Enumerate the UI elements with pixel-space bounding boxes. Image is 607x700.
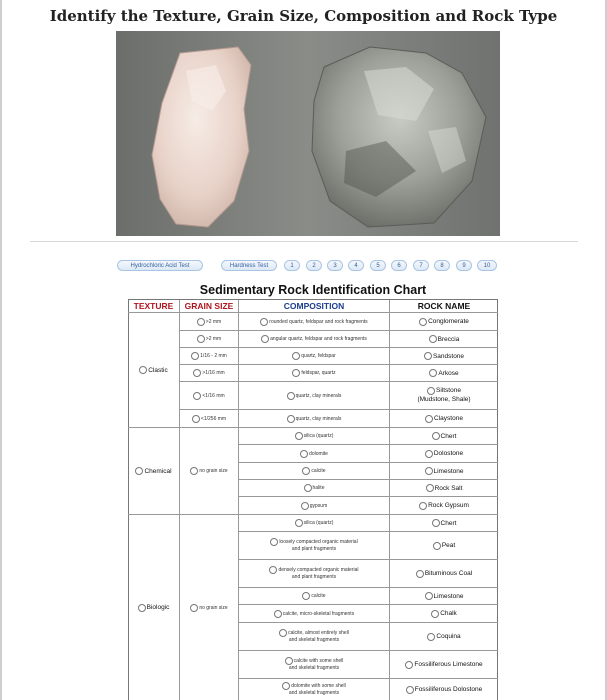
radio-icon[interactable] [416, 570, 424, 578]
radio-icon[interactable] [139, 366, 147, 374]
rock-name-option[interactable] [390, 445, 498, 462]
composition-option[interactable] [239, 313, 389, 330]
header-grain-size: GRAIN SIZE [184, 301, 234, 311]
texture-biologic[interactable] [128, 515, 179, 700]
radio-icon[interactable] [135, 467, 143, 475]
composition-label: angular quartz, feldspar and rock fragments [270, 336, 367, 342]
radio-icon[interactable] [287, 415, 295, 423]
radio-icon[interactable] [193, 392, 201, 400]
radio-icon[interactable] [427, 633, 435, 641]
composition-label: gypsum [309, 502, 328, 509]
radio-icon[interactable] [190, 467, 198, 475]
page-button-1[interactable]: 1 [284, 260, 300, 271]
grain-size-label: <1/16 mm [202, 392, 225, 399]
radio-icon[interactable] [432, 432, 440, 440]
radio-icon[interactable] [274, 610, 282, 618]
composition-label: and plant fragments [291, 546, 337, 553]
texture-biologic-label: Biologic [146, 604, 170, 611]
radio-icon[interactable] [301, 502, 309, 510]
rock-name-option[interactable] [390, 382, 498, 409]
composition-option[interactable] [239, 560, 389, 587]
radio-icon[interactable] [429, 369, 437, 377]
window-border-left [0, 0, 2, 700]
rock-name-label: Coquina [436, 633, 461, 640]
grain-size-label: no grain size [199, 604, 228, 611]
rock-name-option[interactable] [390, 651, 498, 678]
rock-name-label: Bituminous Coal [424, 570, 473, 577]
composition-label: calcite, micro-skeletal fragments [282, 610, 355, 617]
radio-icon[interactable] [405, 661, 413, 669]
rock-name-label: Siltstone [436, 386, 461, 394]
composition-label: silica (quartz) [303, 520, 334, 526]
radio-icon[interactable] [197, 318, 205, 326]
grain-size-option[interactable] [180, 365, 238, 381]
composition-option[interactable] [239, 497, 389, 514]
radio-icon[interactable] [292, 352, 300, 360]
composition-label: calcite with some shell [293, 657, 344, 664]
radio-icon[interactable] [292, 369, 300, 377]
chart-title: Sedimentary Rock Identification Chart [199, 283, 427, 297]
radio-icon[interactable] [282, 682, 290, 690]
rock-name-label: Sandstone [432, 352, 465, 360]
rock-name-option[interactable] [390, 560, 498, 587]
radio-icon[interactable] [424, 352, 432, 360]
radio-icon[interactable] [300, 450, 308, 458]
composition-label: loosely compacted organic material [279, 538, 358, 545]
composition-label: feldspar, quartz [301, 370, 336, 376]
rock-name-option[interactable] [390, 532, 498, 559]
rock-name-option[interactable] [390, 588, 498, 604]
page-button-7[interactable]: 7 [413, 260, 429, 271]
rock-name-option[interactable] [390, 463, 498, 479]
composition-label: quartz, clay minerals [295, 392, 342, 399]
composition-label: silica (quartz) [303, 433, 334, 439]
composition-label: calcite, almost entirely shell [288, 629, 349, 636]
page-button-9[interactable]: 9 [456, 260, 472, 271]
texture-clastic[interactable] [128, 313, 179, 427]
texture-clastic-label: Clastic [148, 366, 168, 374]
radio-icon[interactable] [295, 519, 303, 527]
composition-option[interactable] [239, 331, 389, 347]
composition-label: and skeletal fragments [288, 637, 340, 644]
radio-icon[interactable] [193, 369, 201, 377]
radio-icon[interactable] [427, 387, 435, 395]
composition-label: calcite [311, 468, 326, 474]
rock-name-label: Arkose [438, 369, 459, 377]
rock-name-label: Chalk [440, 610, 457, 617]
rock-name-label: Rock Gypsum [428, 502, 469, 509]
hardness-test-button[interactable]: Hardness Test [221, 260, 277, 271]
composition-option[interactable] [239, 382, 389, 409]
composition-label: quartz, clay minerals [295, 415, 342, 422]
radio-icon[interactable] [190, 604, 198, 612]
radio-icon[interactable] [197, 335, 205, 343]
rock-name-option[interactable] [390, 623, 498, 650]
radio-icon[interactable] [425, 415, 433, 423]
radio-icon[interactable] [287, 392, 295, 400]
composition-option[interactable] [239, 463, 389, 479]
radio-icon[interactable] [429, 335, 437, 343]
composition-option[interactable] [239, 532, 389, 559]
radio-icon[interactable] [302, 467, 310, 475]
grain-size-label: >2 mm [205, 336, 222, 342]
rock-samples-photo [116, 31, 500, 236]
radio-icon[interactable] [419, 502, 427, 510]
radio-icon[interactable] [261, 335, 269, 343]
rock-name-label: Fossiliferous Limestone [414, 661, 483, 668]
rock-name-label: Fossiliferous Dolostone [414, 686, 483, 693]
header-composition: COMPOSITION [283, 301, 345, 311]
rock-name-label: Peat [441, 542, 456, 549]
rock-name-label: Breccia [437, 335, 460, 343]
radio-icon[interactable] [302, 592, 310, 600]
page-button-5[interactable]: 5 [370, 260, 386, 271]
radio-icon[interactable] [406, 686, 414, 694]
rock-samples-image [116, 31, 500, 236]
composition-option[interactable] [239, 515, 389, 531]
composition-label: dolomite with some shell [291, 682, 346, 689]
radio-icon[interactable] [285, 657, 293, 665]
radio-icon[interactable] [269, 566, 277, 574]
page-button-8[interactable]: 8 [434, 260, 450, 271]
radio-icon[interactable] [138, 604, 146, 612]
grain-size-option[interactable] [180, 428, 238, 514]
rock-name-label: Limestone [433, 467, 464, 475]
composition-option[interactable] [239, 445, 389, 462]
rock-name-label: Limestone [433, 592, 464, 600]
rock-name-option[interactable] [390, 679, 498, 700]
composition-option[interactable] [239, 588, 389, 604]
composition-option[interactable] [239, 480, 389, 496]
page-button-6[interactable]: 6 [391, 260, 407, 271]
page-button-2[interactable]: 2 [306, 260, 322, 271]
rock-name-option[interactable] [390, 348, 498, 364]
composition-option[interactable] [239, 410, 389, 427]
composition-option[interactable] [239, 651, 389, 678]
acid-test-button[interactable]: Hydrochloric Acid Test [117, 260, 203, 271]
composition-label: dolomite [309, 450, 328, 457]
composition-option[interactable] [239, 348, 389, 364]
grain-size-option[interactable] [180, 331, 238, 347]
page-button-3[interactable]: 3 [327, 260, 343, 271]
rock-name-label: Chert [440, 519, 457, 527]
radio-icon[interactable] [431, 610, 439, 618]
radio-icon[interactable] [425, 592, 433, 600]
radio-icon[interactable] [191, 352, 199, 360]
rock-name-label: Chert [440, 432, 457, 440]
grain-size-label: 1/16 - 2 mm [200, 353, 227, 359]
rock-name-label: Dolostone [433, 450, 464, 457]
composition-label: and skeletal fragments [288, 665, 340, 672]
radio-icon[interactable] [426, 484, 434, 492]
radio-icon[interactable] [295, 432, 303, 440]
rock-name-option[interactable] [390, 365, 498, 381]
grain-size-option[interactable] [180, 313, 238, 330]
rock-name-label: Claystone [434, 415, 463, 422]
grain-size-option[interactable] [180, 382, 238, 409]
composition-label: and skeletal fragments [288, 690, 340, 696]
radio-icon[interactable] [192, 415, 200, 423]
radio-icon[interactable] [304, 484, 312, 492]
composition-label: and plant fragments [291, 574, 337, 581]
radio-icon[interactable] [260, 318, 268, 326]
page-button-10[interactable]: 10 [477, 260, 497, 271]
grain-size-option[interactable] [180, 348, 238, 364]
rock-name-option[interactable] [390, 497, 498, 514]
composition-label: rounded quartz, feldspar and rock fragments [269, 318, 368, 325]
composition-option[interactable] [239, 365, 389, 381]
header-rock-name: ROCK NAME [417, 301, 471, 311]
rock-name-option[interactable] [390, 331, 498, 347]
grain-size-label: no grain size [199, 468, 228, 474]
rock-name-option[interactable] [390, 410, 498, 427]
rock-name-label: Rock Salt [434, 484, 463, 492]
composition-option[interactable] [239, 679, 389, 700]
grain-size-label: >1/16 mm [202, 370, 225, 376]
composition-label: quartz, feldspar [301, 353, 336, 359]
radio-icon[interactable] [270, 538, 278, 546]
grain-size-label: >2 mm [205, 318, 222, 325]
header-texture: TEXTURE [133, 301, 174, 311]
rock-name-option[interactable] [390, 515, 498, 531]
composition-label: calcite [311, 593, 326, 599]
radio-icon[interactable] [419, 318, 427, 326]
divider [30, 241, 578, 242]
rock-name-label: (Mudstone, Shale) [417, 395, 471, 403]
rock-name-option[interactable] [390, 605, 498, 622]
grain-size-label: <1/256 mm [200, 415, 227, 422]
composition-option[interactable] [239, 428, 389, 444]
composition-label: halite [312, 485, 325, 491]
texture-chemical[interactable] [128, 428, 179, 514]
texture-chemical-label: Chemical [144, 467, 172, 475]
grain-size-option[interactable] [180, 410, 238, 427]
radio-icon[interactable] [425, 450, 433, 458]
rock-name-label: Conglomerate [428, 318, 469, 325]
page-button-4[interactable]: 4 [348, 260, 364, 271]
grain-size-option[interactable] [180, 515, 238, 700]
rock-name-option[interactable] [390, 428, 498, 444]
radio-icon[interactable] [432, 519, 440, 527]
radio-icon[interactable] [433, 542, 441, 550]
composition-label: densely compacted organic material [278, 566, 359, 573]
composition-option[interactable] [239, 605, 389, 622]
rock-name-option[interactable] [390, 480, 498, 496]
radio-icon[interactable] [425, 467, 433, 475]
rock-name-option[interactable] [390, 313, 498, 330]
radio-icon[interactable] [279, 629, 287, 637]
composition-option[interactable] [239, 623, 389, 650]
page-title: Identify the Texture, Grain Size, Composition and Rock Type [49, 7, 558, 25]
